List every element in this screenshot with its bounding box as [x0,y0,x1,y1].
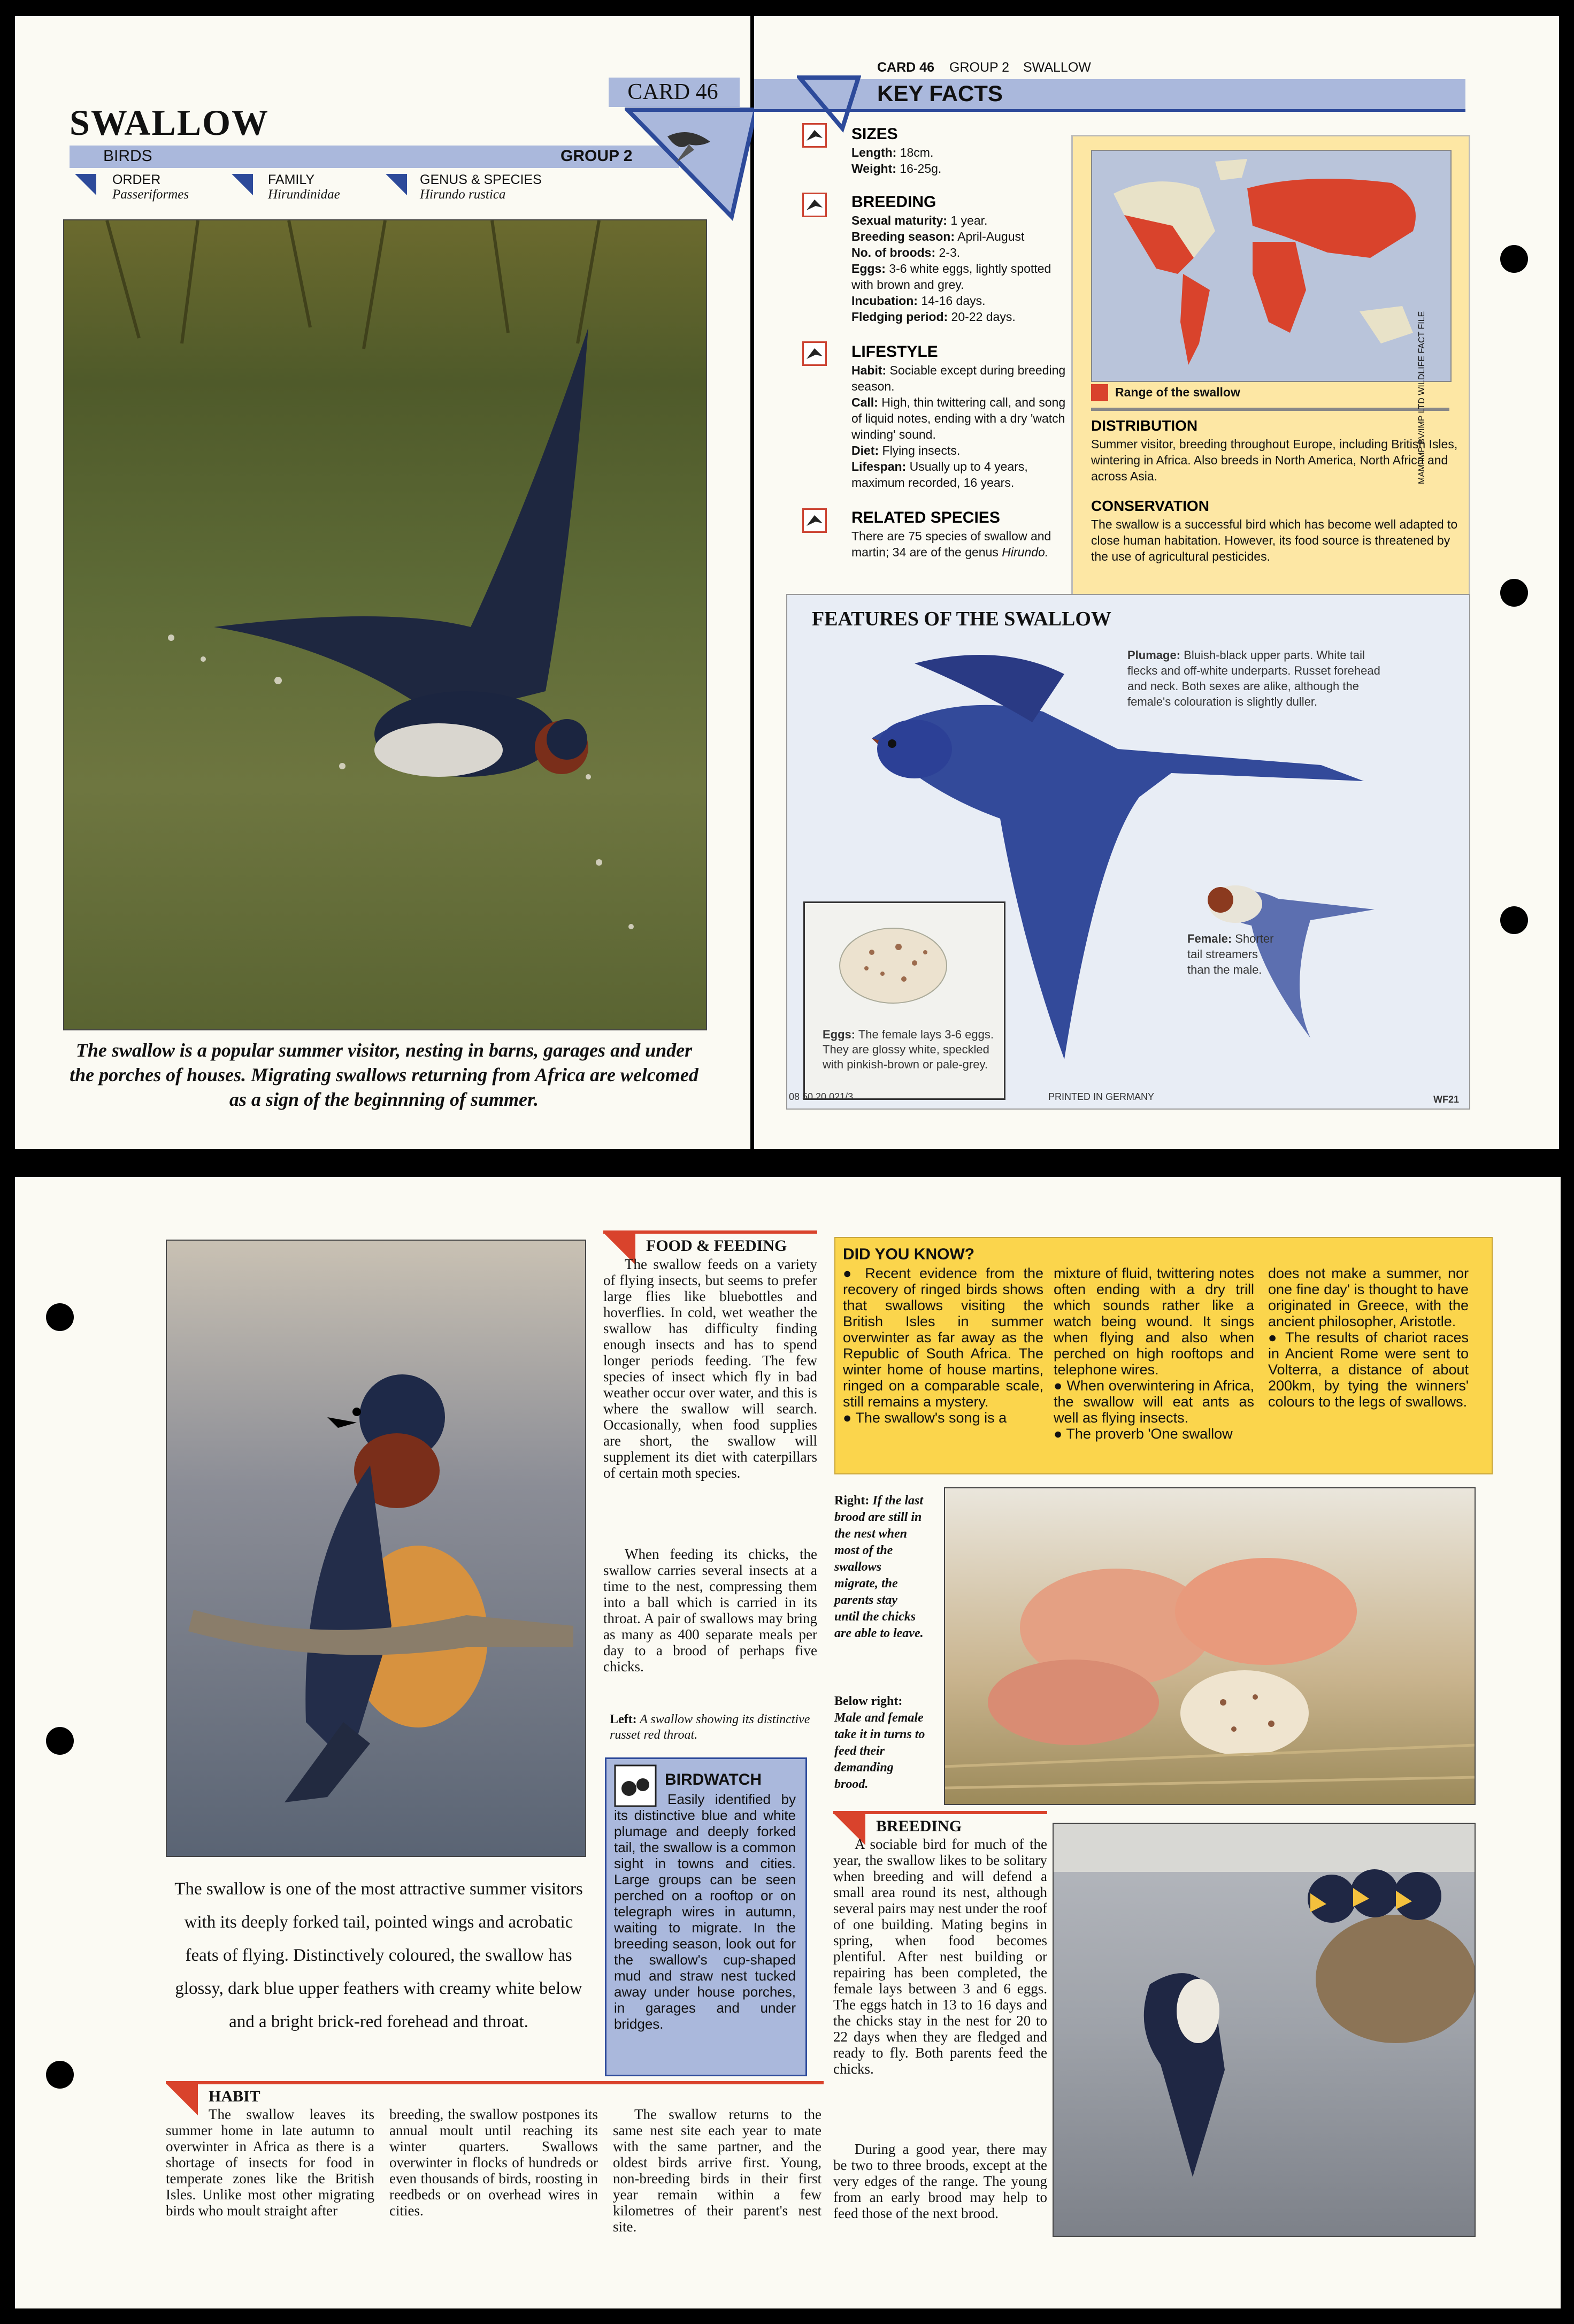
breeding-line: Breeding season: April-August [851,230,1025,243]
conservation-text: The swallow is a successful bird which has become well adapted to close human habitation. However, its food source is threatened by the use of agricultural pesticides. [1091,517,1458,563]
order-value: Passeriformes [112,187,189,202]
eggs-note: Eggs: The female lays 3-6 eggs. They are glossy white, speckled with pinkish-brown or pale-grey. [823,1028,994,1071]
breeding-paragraph-2: During a good year, there may be two to three broods, except at the very edges of the range. The young from an early brood may help to feed those of the next brood. [833,2141,1047,2221]
card-number: CARD 46 [627,80,718,104]
footer-wf: WF21 [1433,1094,1460,1105]
binder-hole [46,1303,74,1331]
sizes-bird-icon [802,123,827,148]
order-label: ORDER [112,172,161,187]
family-label: FAMILY [268,172,315,187]
breeding-title: BREEDING [851,193,936,211]
breeding-paragraph-1: A sociable bird for much of the year, the swallow likes to be solitary when breeding and will defend a small area round its nest, although several pairs may nest under the roof of one building. Mating begins in spring, when food becomes plentiful. After nest building or repairing has been completed, the female lays between 3 and 6 eggs. The eggs hatch in 13 to 16 days and the chicks stay in the nest for 20 to 22 days when they are fledged and ready to fly. Both parents feed the chicks. [833,1836,1047,2077]
breeding-line: Sexual maturity: 1 year. [851,213,988,227]
did-you-know-col-1: ● Recent evidence from the recovery of ringed birds shows that swallows visiting the British Isles in summer overwinter as far away as the Republic of South Africa. The winter home of house martins, ringed on a comparable scale, still remains a mystery. ● The swallow's song is a [843,1265,1043,1426]
order-marker-icon [75,174,96,195]
bottom-card [15,1177,1561,2308]
swallow-illustration [64,220,706,1029]
perched-swallow-illustration [167,1241,585,1856]
map-legend-label: Range of the swallow [1115,385,1240,399]
binder-hole [1500,906,1528,934]
map-divider [1091,408,1449,411]
habit-col-2: breeding, the swallow postpones its annual moult until reaching its winter quarters. Swallows overwinter in flocks of hundreds or even thousands of birds, roosting in reedbeds or on overhead wires in cities. [389,2106,598,2219]
perched-swallow-photo [166,1240,586,1857]
breeding-line: Fledging period: 20-22 days. [851,310,1016,324]
breeding-title-rule [833,1811,1047,1814]
nest-chicks-illustration [945,1488,1475,1804]
breeding-line: No. of broods: 2-3. [851,246,961,259]
feeding-brood-illustration [1054,1824,1475,2236]
footer-code: 08 50 20 021/3 [789,1091,854,1102]
related-text: There are 75 species of swallow and martin; 34 are of the genus Hirundo. [851,529,1051,559]
breeding-section-title: BREEDING [876,1817,962,1835]
top-left-card [15,16,750,1149]
lifestyle-line: Diet: Flying insects. [851,444,961,457]
genus-marker-icon [386,174,407,195]
key-facts-card [754,16,1559,1149]
map-legend-swatch [1091,384,1108,401]
habit-col-3: The swallow returns to the same nest site each year to mate with the same partner, and the oldest birds arrive first. Young, non-breeding birds in their first year remain within a few kilometres of their parent's nest site. [613,2106,821,2235]
conservation-title: CONSERVATION [1091,498,1209,514]
header-name: SWALLOW [1023,60,1091,75]
swallow-over-water-photo [63,219,707,1030]
world-map-illustration [1092,151,1450,381]
category-label: BIRDS [103,147,152,165]
distribution-title: DISTRIBUTION [1091,417,1198,434]
food-title: FOOD & FEEDING [646,1237,787,1255]
did-you-know-col-2: mixture of fluid, twittering notes often ending with a dry trill which sounds rather like a watch being wound. It sings when flying and also when perched on high rooftops and telephone wires. ● When overwintering in Africa, the swallow will eat ants as well as flying insects. ● The proverb 'One swallow [1054,1265,1254,1442]
key-facts-title: KEY FACTS [877,81,1003,106]
lifestyle-title: LIFESTYLE [851,343,938,361]
genus-label: GENUS & SPECIES [420,172,542,187]
family-marker-icon [232,174,253,195]
header-card-number: CARD 46 [877,60,934,75]
distribution-text: Summer visitor, breeding throughout Europe, including British Isles, wintering in Africa. Also breeds in North America, North Africa and across Asia. [1091,437,1458,483]
left-photo-caption: Left: A swallow showing its distinctive russet red throat. [610,1713,810,1742]
nest-chicks-photo [944,1487,1476,1805]
range-map [1091,150,1452,382]
did-you-know-col-3: does not make a summer, nor one fine day' is thought to have originated in Greece, with the ancient philosopher, Aristotle. ● The results of chariot races in Ancient Rome were sent to Volterra, a distance of about 200km, by tying the winners' colours to the legs of swallows. [1268,1265,1469,1410]
binder-hole [46,1727,74,1755]
binder-hole [1500,245,1528,273]
genus-value: Hirundo rustica [420,187,506,202]
intro-text: The swallow is one of the most attractive summer visitors with its deeply forked tail, pointed wings and acrobatic feats of flying. Distinctively coloured, the swallow has glossy, dark blue upper feathers with creamy white below and a bright brick-red forehead and throat. [174,1879,583,2031]
main-caption: The swallow is a popular summer visitor, nesting in barns, garages and under the porches of houses. Migrating swallows returning from Africa are welcomed as a sign of the beginnning of summer. [70,1039,698,1110]
plumage-note: Plumage: Bluish-black upper parts. White tail flecks and off-white underparts. Russet forehead and neck. Both sexes are alike, although the female's colouration is slightly duller. [1127,648,1380,708]
right-photo-caption: Right: If the last brood are still in the nest when most of the swallows migrate, the parents stay until the chicks are able to leave. [834,1494,924,1640]
lifestyle-line: Habit: Sociable except during breeding season. [851,363,1066,393]
features-title: FEATURES OF THE SWALLOW [812,608,1111,630]
group-label: GROUP 2 [561,147,633,165]
card-title: SWALLOW [70,102,269,143]
habit-title: HABIT [209,2088,260,2105]
female-note: Female: Shorter tail streamers than the male. [1187,932,1274,976]
food-paragraph-1: The swallow feeds on a variety of flying insects, but seems to prefer large flies like bluebottles and hoverflies. In cold, wet weather the swallow has difficulty finding enough insects and has to spend longer periods feeding. The few species of insect which fly in bad weather occur over water, and this is where the swallow will search. Occasionally, when food supplies are short, the swallow will supplement its diet with caterpillars of certain moth species. [603,1256,817,1481]
did-you-know-title: DID YOU KNOW? [843,1245,975,1263]
lifestyle-line: Lifespan: Usually up to 4 years, maximum recorded, 16 years. [851,460,1028,490]
food-paragraph-2: When feeding its chicks, the swallow carries several insects at a time to the nest, compressing them into a ball which is carried in its throat. A pair of swallows may bring as many as 400 separate meals per day to a brood of perhaps five chicks. [603,1546,817,1675]
birdwatch-title: BIRDWATCH [665,1771,762,1788]
footer-printed: PRINTED IN GERMANY [1048,1091,1155,1102]
below-right-caption: Below right: Male and female take it in turns to feed their demanding brood. [834,1694,925,1791]
lifestyle-line: Call: High, thin twittering call, and song of liquid notes, ending with a dry 'watch winding' sound. [851,395,1066,441]
habit-title-rule [166,2081,824,2084]
lifestyle-bird-icon [802,341,827,366]
sizes-length: Length: 18cm. [851,146,934,159]
food-title-rule [603,1230,817,1234]
sizes-weight: Weight: 16-25g. [851,162,942,175]
feeding-brood-photo [1053,1823,1476,2237]
header-group: GROUP 2 [949,60,1010,75]
breeding-facts [851,212,1076,325]
binder-hole [46,2061,74,2089]
breeding-line: Incubation: 14-16 days. [851,294,986,308]
family-value: Hirundinidae [268,187,340,202]
habit-col-1: The swallow leaves its summer home in late autumn to overwinter in Africa as there is a shortage of insects for food in temperate zones like the British Isles. Unlike most other migrating birds who moult straight after [166,2106,374,2219]
breeding-line: Eggs: 3-6 white eggs, lightly spotted with brown and grey. [851,262,1051,292]
breeding-bird-icon [802,193,827,217]
binder-hole [1500,579,1528,607]
egg-illustration [834,920,952,1011]
side-credit: MAM IMP BV/IMP LTD WILDLIFE FACT FILE [1417,311,1426,484]
birdwatch-text: Easily identified by its distinctive blue and white plumage and deeply forked tail, the swallow is a common sight in towns and cities. Large groups can be seen perched on a rooftop or on telegraph wires in autumn, waiting to migrate. In the breeding season, look out for the swallow's cup-shaped mud and straw nest tucked away under house porches, in garages and under bridges. [614,1791,796,2032]
related-title: RELATED SPECIES [851,509,1000,526]
related-bird-icon [802,508,827,533]
bird-emblem-icon [625,104,758,222]
sizes-title: SIZES [851,125,898,143]
lifestyle-facts [851,362,1071,491]
